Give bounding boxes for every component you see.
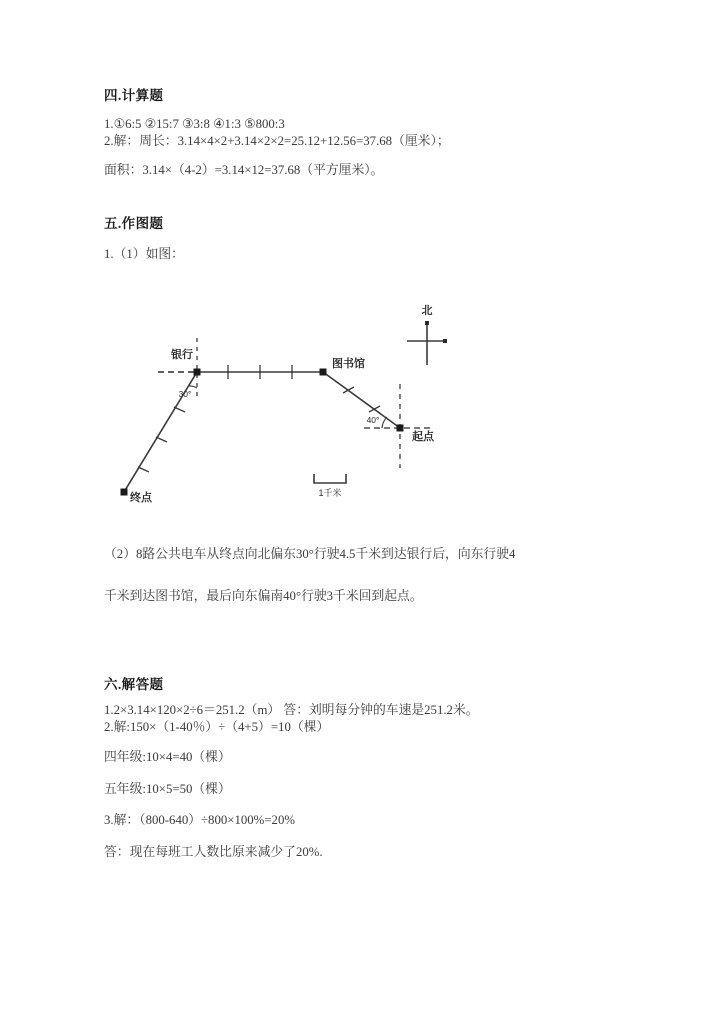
section-heading-answer: 六.解答题 [104,677,164,692]
label-end-point: 终点 [130,492,152,504]
answer-line-6: 答：现在每班工人数比原来减少了20%. [104,845,323,859]
scale-bar-icon [314,474,346,483]
drawing-line-3: 千米到达图书馆，最后向东偏南40°行驶3千米回到起点。 [104,589,423,603]
drawing-line-2: （2）8路公共电车从终点向北偏东30°行驶4.5千米到达银行后，向东行驶4 [104,547,516,561]
compass-icon [407,321,447,365]
label-start-point: 起点 [412,431,434,443]
answer-line-3: 四年级:10×4=40（棵） [104,750,231,764]
label-bank: 银行 [171,349,193,361]
section-heading-drawing: 五.作图题 [104,216,164,231]
route-segment-library-to-start [323,372,400,428]
label-scale: 1千米 [318,488,342,498]
node-marker-end [121,489,128,496]
route-map-figure [96,288,616,520]
label-angle-start: 40° [366,415,380,425]
calculation-line-1: 1.①6:5 ②15:7 ③3:8 ④1:3 ⑤800:3 [104,117,285,131]
label-library: 图书馆 [332,358,365,370]
route-path-group [124,372,400,492]
answer-line-2: 2.解:150×（1-40％）÷（4+5）=10（棵） [104,720,330,734]
drawing-line-1: 1.（1）如图： [104,247,184,261]
label-angle-bank: 30° [178,389,192,399]
node-marker-bank [194,369,201,376]
bank-angle-arc [188,386,197,388]
route-map-svg [96,288,616,520]
calculation-line-3: 面积：3.14×（4-2）=3.14×12=37.68（平方厘米）。 [104,163,384,177]
ticks-end-to-bank [138,407,185,472]
node-marker-start [397,425,404,432]
calculation-line-2: 2.解：周长：3.14×4×2+3.14×2×2=25.12+12.56=37.68（厘米）； [104,134,450,148]
answer-line-4: 五年级:10×5=50（棵） [104,782,231,796]
start-angle-arc [382,417,387,428]
section-heading-calculation: 四.计算题 [104,88,164,103]
label-compass-north: 北 [421,305,433,317]
node-marker-library [320,369,327,376]
answer-line-5: 3.解：（800-640）÷800×100%=20% [104,813,296,827]
answer-line-1: 1.2×3.14×120×2÷6＝251.2（m） 答：刘明每分钟的车速是251.2米。 [104,703,479,717]
route-node-markers [121,369,404,496]
